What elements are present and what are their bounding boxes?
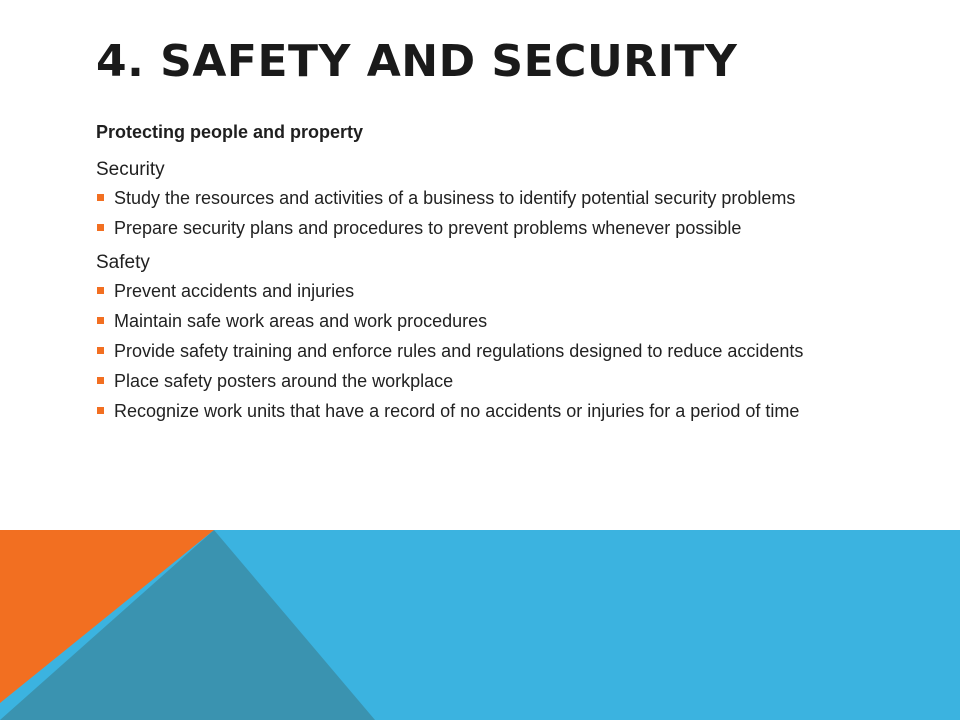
teal-triangle [0, 530, 375, 720]
section-heading-security: Security [96, 159, 165, 180]
list-item-text: Prevent accidents and injuries [114, 281, 355, 301]
section-heading-safety: Safety [96, 252, 150, 273]
list-item-text: Recognize work units that have a record of no accidents or injuries for a period of time [114, 401, 800, 421]
list-item [96, 370, 886, 393]
square-bullet-icon [97, 347, 104, 354]
list-item [96, 310, 886, 333]
list-item [96, 217, 886, 240]
blue-band [0, 530, 960, 720]
list-item [96, 280, 886, 303]
orange-triangle [0, 530, 214, 703]
square-bullet-icon [97, 407, 104, 414]
slide-title: 4. SAFETY AND SECURITY [96, 36, 738, 87]
square-bullet-icon [97, 317, 104, 324]
square-bullet-icon [97, 224, 104, 231]
safety-bullet-list [96, 280, 886, 423]
list-item-text: Provide safety training and enforce rules and regulations designed to reduce accidents [114, 341, 804, 361]
list-item [96, 340, 886, 363]
list-item-text: Place safety posters around the workplace [114, 371, 454, 391]
slide-subtitle: Protecting people and property [96, 122, 364, 142]
square-bullet-icon [97, 287, 104, 294]
list-item-text: Study the resources and activities of a business to identify potential security problems [114, 188, 796, 208]
list-item [96, 187, 886, 210]
list-item [96, 400, 886, 423]
square-bullet-icon [97, 194, 104, 201]
square-bullet-icon [97, 377, 104, 384]
list-item-text: Prepare security plans and procedures to prevent problems whenever possible [114, 218, 742, 238]
list-item-text: Maintain safe work areas and work procedures [114, 311, 488, 331]
slide-content [96, 122, 886, 435]
security-bullet-list [96, 187, 886, 240]
